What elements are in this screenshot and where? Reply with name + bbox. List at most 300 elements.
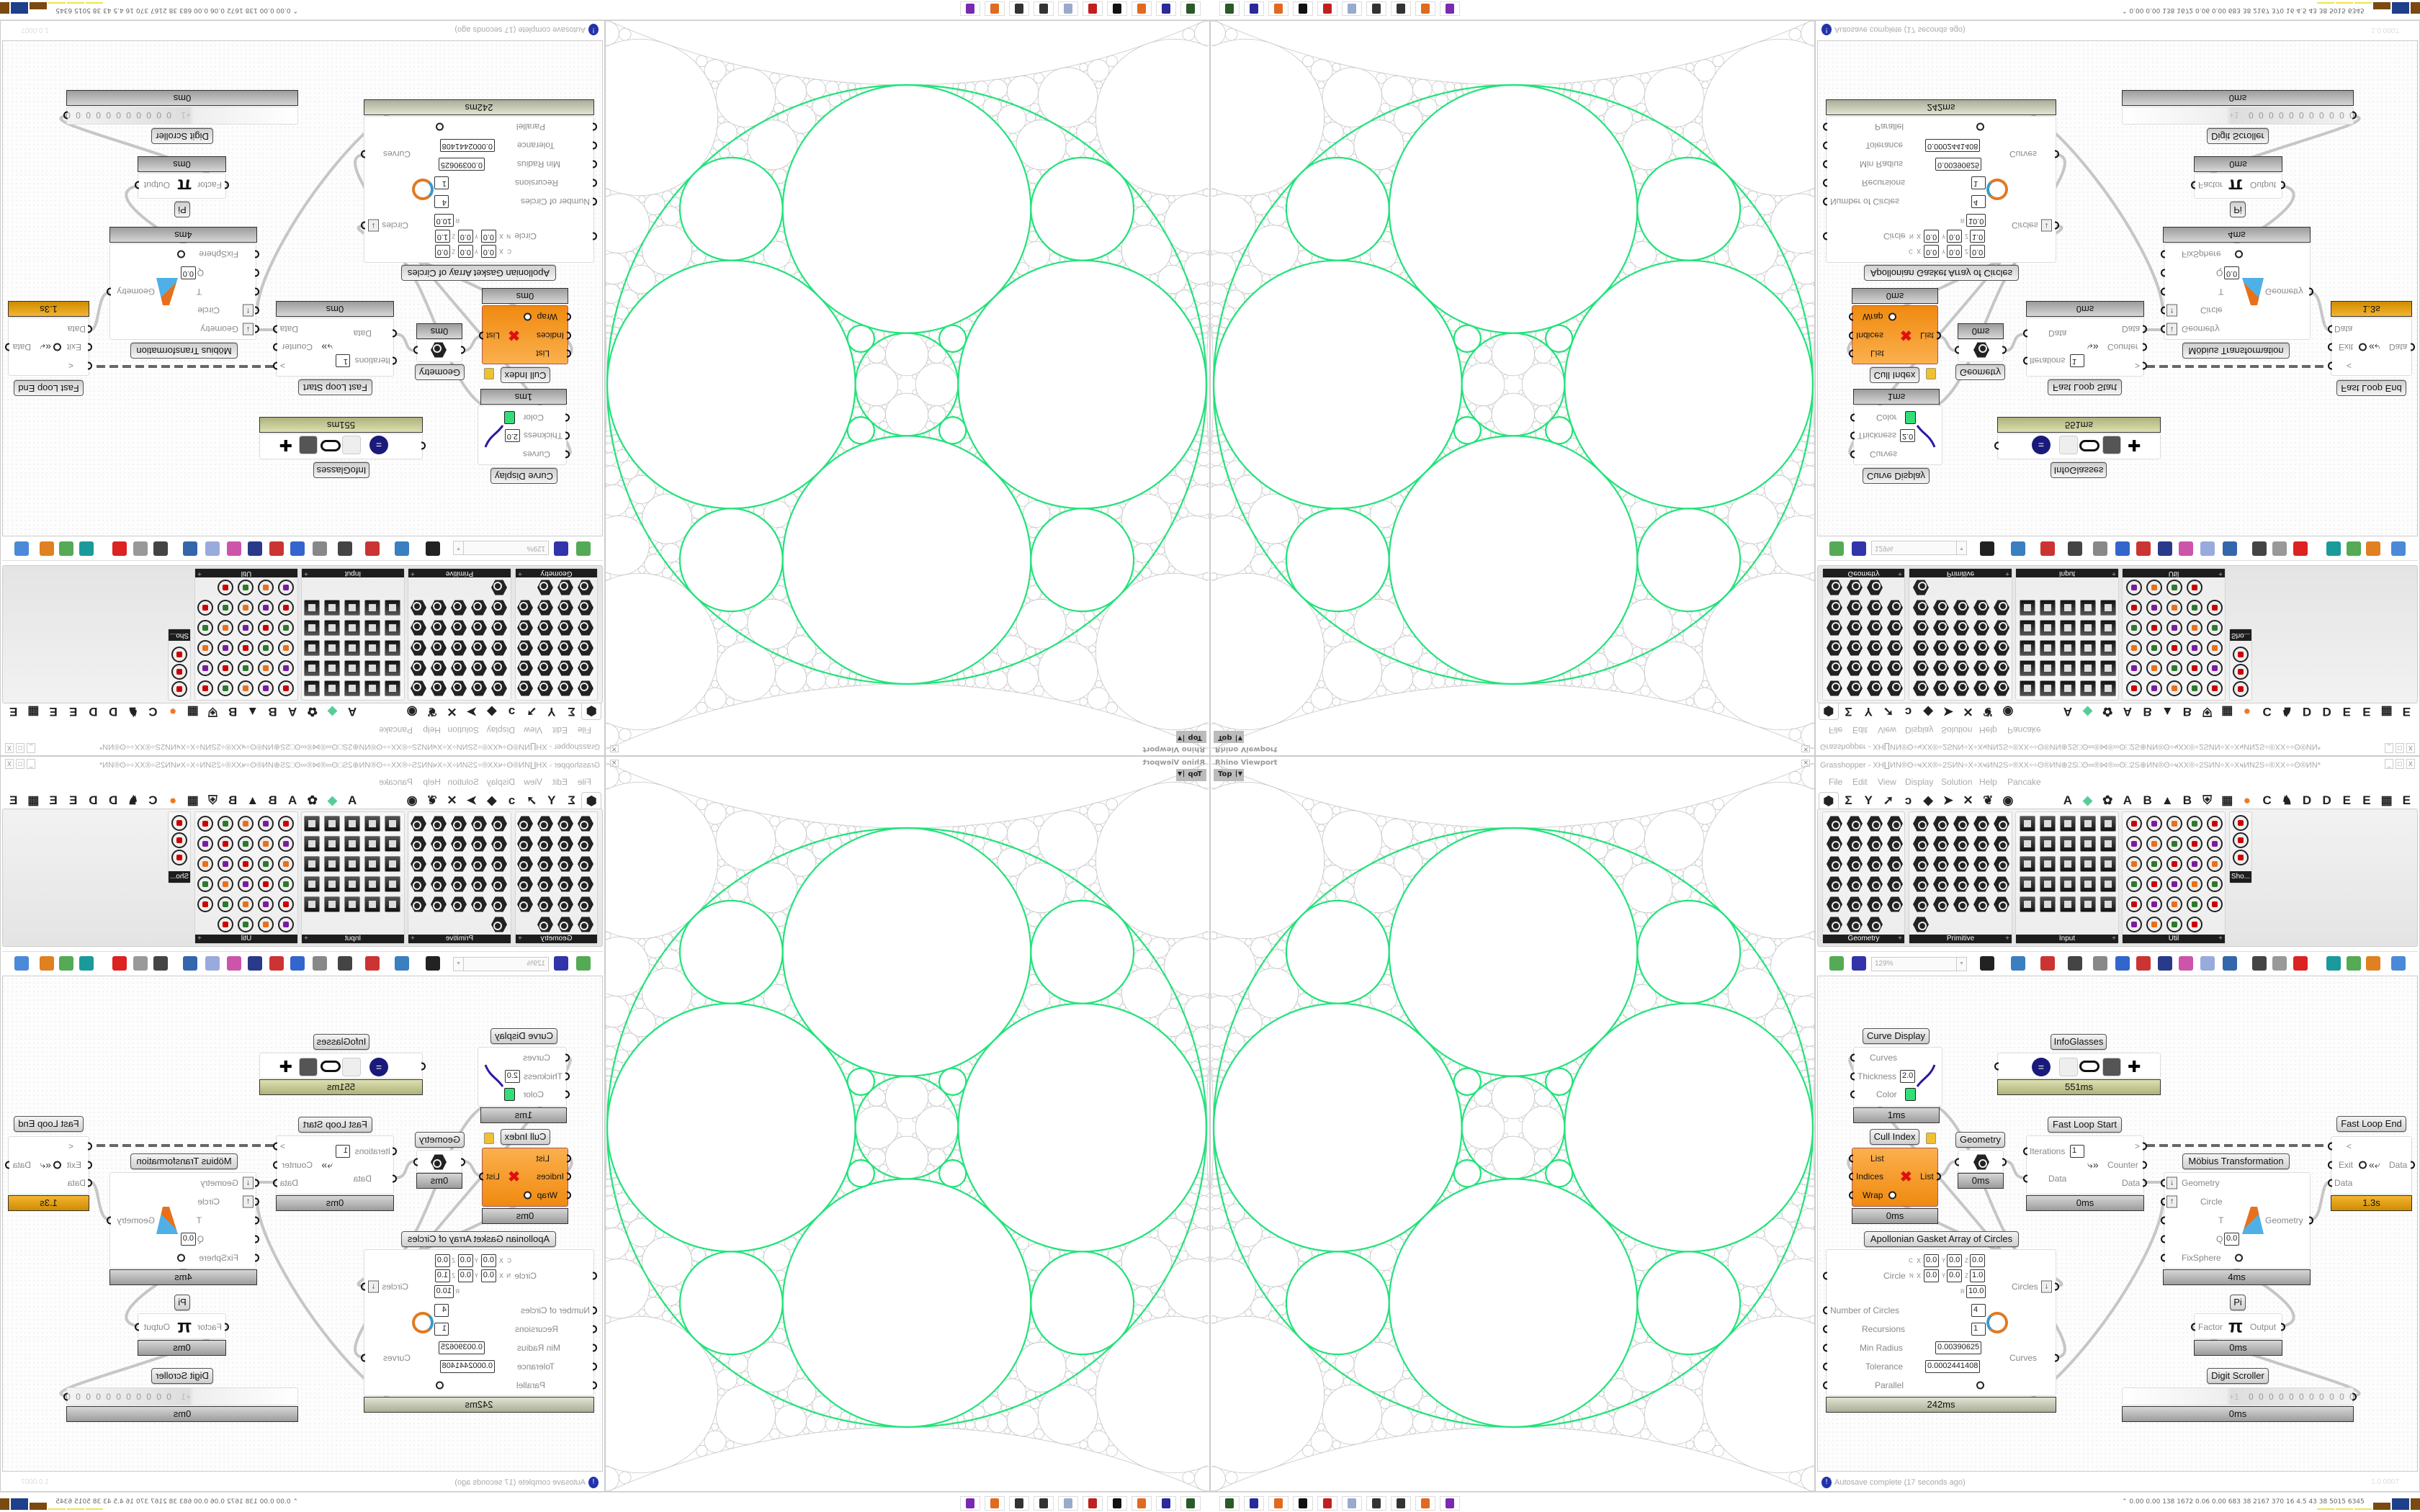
chevron-up-icon[interactable]: ⌃ bbox=[290, 1498, 298, 1506]
tab-plugin-16[interactable]: ▦ bbox=[2380, 793, 2393, 807]
panel-label[interactable]: Sho... bbox=[2230, 871, 2251, 883]
rhino-launcher-icon[interactable] bbox=[1219, 1, 1240, 16]
glasses-icon[interactable] bbox=[321, 440, 341, 451]
minimize-button[interactable]: _ bbox=[27, 759, 35, 769]
tab-5[interactable]: ◆ bbox=[1923, 705, 1933, 719]
menu-view[interactable]: View bbox=[1878, 777, 1896, 787]
minimize-button[interactable]: _ bbox=[2385, 759, 2393, 769]
color-swatch[interactable] bbox=[1905, 411, 1916, 424]
input-port[interactable] bbox=[2023, 1148, 2027, 1156]
rhino-launcher-icon[interactable] bbox=[1180, 1, 1201, 16]
input-port[interactable] bbox=[1955, 1158, 1959, 1166]
cull-index-component[interactable] bbox=[482, 1148, 568, 1207]
tab-plugin-15[interactable]: E bbox=[49, 793, 58, 807]
input-port[interactable] bbox=[1850, 414, 1855, 422]
cabinet-icon[interactable] bbox=[2102, 1058, 2121, 1076]
radius-value[interactable]: 10.0 bbox=[1966, 1285, 1986, 1298]
menu-pancake[interactable]: Pancake bbox=[2007, 777, 2041, 787]
input-port[interactable] bbox=[1850, 432, 1855, 440]
exit-toggle[interactable] bbox=[53, 1161, 61, 1169]
menu-view[interactable]: View bbox=[1878, 725, 1896, 735]
iterations-value[interactable]: 1 bbox=[2070, 1145, 2084, 1158]
mobius-label[interactable]: Möbius Transformation bbox=[130, 1153, 238, 1169]
center-z[interactable]: 0.0 bbox=[1970, 245, 1985, 258]
expand-icon[interactable]: + bbox=[197, 570, 202, 577]
input-port[interactable] bbox=[1849, 1155, 1853, 1163]
q-value[interactable]: 0.0 bbox=[2224, 266, 2239, 279]
radius-value[interactable]: 10.0 bbox=[434, 214, 454, 227]
output-port[interactable] bbox=[5, 343, 9, 351]
normal-z[interactable]: 1.0 bbox=[1970, 230, 1985, 243]
iterations-value[interactable]: 1 bbox=[2070, 354, 2084, 367]
geometry-param-label[interactable]: Geometry bbox=[415, 1132, 465, 1148]
mobius-component[interactable] bbox=[2164, 243, 2311, 340]
infoglasses-component[interactable] bbox=[259, 1053, 423, 1079]
center-y[interactable]: 0.0 bbox=[1947, 245, 1962, 258]
tab-plugin-9[interactable]: ● bbox=[2243, 705, 2251, 719]
geometry-param-component[interactable] bbox=[416, 339, 462, 362]
cull-index-label[interactable]: Cull Index bbox=[1870, 367, 1919, 383]
firefox-icon[interactable] bbox=[985, 1, 1005, 16]
digit-scroller-label[interactable]: Digit Scroller bbox=[151, 1368, 213, 1384]
fixsphere-toggle[interactable] bbox=[177, 1254, 185, 1262]
arrow-down-icon[interactable]: ↓ bbox=[368, 1281, 379, 1293]
input-port[interactable] bbox=[1850, 1073, 1855, 1081]
tab-8[interactable]: ❦ bbox=[426, 705, 437, 719]
expand-icon[interactable]: + bbox=[1898, 570, 1902, 577]
tab-plugin-9[interactable]: ● bbox=[169, 793, 177, 807]
number-of-circles-value[interactable]: 4 bbox=[434, 195, 449, 208]
view-selector[interactable] bbox=[1176, 769, 1206, 781]
fast-loop-start-component[interactable] bbox=[276, 318, 394, 377]
output-port[interactable] bbox=[273, 362, 277, 370]
menu-file[interactable]: File bbox=[1829, 725, 1843, 735]
fast-loop-start-label[interactable]: Fast Loop Start bbox=[2048, 379, 2122, 395]
input-port[interactable] bbox=[1823, 1363, 1827, 1371]
output-port[interactable] bbox=[135, 181, 139, 189]
curve-display-label[interactable]: Curve Display bbox=[490, 1028, 557, 1044]
menu-display[interactable]: Display bbox=[1905, 777, 1934, 787]
tab-plugin-10[interactable]: C bbox=[2262, 793, 2272, 807]
tab-6[interactable]: ➤ bbox=[1942, 793, 1953, 807]
glasses-icon[interactable] bbox=[321, 1061, 341, 1072]
tab-plugin-0[interactable]: A bbox=[2063, 793, 2073, 807]
input-port[interactable] bbox=[1849, 1192, 1853, 1200]
tab-plugin-1[interactable]: ◆ bbox=[327, 793, 337, 807]
cull-index-component[interactable] bbox=[1852, 305, 1938, 364]
pi-component[interactable] bbox=[2194, 173, 2282, 199]
notepad-icon[interactable] bbox=[1058, 1, 1078, 16]
geometry-param-label[interactable]: Geometry bbox=[1955, 364, 2005, 380]
arrow-up-icon[interactable]: ↑ bbox=[2166, 305, 2177, 317]
tab-plugin-2[interactable]: ✿ bbox=[307, 793, 318, 807]
color-swatch[interactable] bbox=[504, 1088, 515, 1101]
tab-4[interactable]: ↄ bbox=[508, 705, 516, 719]
tab-plugin-5[interactable]: ▲ bbox=[2161, 705, 2174, 719]
input-port[interactable] bbox=[2161, 1236, 2165, 1243]
grid-icon[interactable] bbox=[342, 436, 361, 454]
geometry-param-component[interactable] bbox=[1958, 339, 2004, 362]
wrap-toggle[interactable] bbox=[1888, 313, 1896, 321]
output-port[interactable] bbox=[273, 343, 277, 351]
menu-file[interactable]: File bbox=[577, 777, 591, 787]
min-radius-value[interactable]: 0.00390625 bbox=[439, 1341, 485, 1354]
tab-plugin-13[interactable]: D bbox=[2322, 705, 2331, 719]
input-port[interactable] bbox=[2328, 325, 2332, 333]
tab-plugin-7[interactable]: ⛨ bbox=[208, 705, 218, 719]
tab-9[interactable]: ◉ bbox=[406, 705, 418, 719]
tab-plugin-4[interactable]: B bbox=[268, 705, 277, 719]
thickness-value[interactable]: 2.0 bbox=[505, 1070, 520, 1083]
digit-scroller-component[interactable] bbox=[66, 1387, 298, 1405]
fast-loop-end-component[interactable] bbox=[2331, 1136, 2412, 1194]
q-value[interactable]: 0.0 bbox=[181, 266, 196, 279]
input-port[interactable] bbox=[1849, 313, 1853, 321]
center-y[interactable]: 0.0 bbox=[458, 1254, 473, 1267]
chevron-up-icon[interactable]: ⌃ bbox=[2122, 1498, 2130, 1506]
input-port[interactable] bbox=[2161, 1254, 2165, 1262]
save-64-icon[interactable] bbox=[1156, 1, 1176, 16]
equals-icon[interactable]: = bbox=[2032, 1058, 2051, 1076]
menu-edit[interactable]: Edit bbox=[552, 725, 568, 735]
notepad-icon[interactable] bbox=[1342, 1, 1362, 16]
fixsphere-toggle[interactable] bbox=[2235, 251, 2243, 258]
fast-loop-start-label[interactable]: Fast Loop Start bbox=[298, 379, 372, 395]
output-port[interactable] bbox=[273, 1179, 277, 1187]
input-port[interactable] bbox=[1823, 1326, 1827, 1333]
tab-plugin-4[interactable]: B bbox=[268, 793, 277, 807]
pi-label[interactable]: Pi bbox=[174, 1295, 190, 1310]
view-selector[interactable] bbox=[1176, 731, 1206, 743]
geometry-param-component[interactable] bbox=[1958, 1150, 2004, 1173]
tab-0[interactable]: ⬢ bbox=[1819, 792, 1839, 809]
grid-icon[interactable] bbox=[2059, 1058, 2078, 1076]
menu-help[interactable]: Help bbox=[1979, 777, 1997, 787]
infoglasses-label[interactable]: InfoGlasses bbox=[2051, 1034, 2107, 1050]
menu-pancake[interactable]: Pancake bbox=[379, 725, 413, 735]
parallel-toggle[interactable] bbox=[436, 123, 444, 131]
maximize-button[interactable]: □ bbox=[16, 743, 24, 753]
curve-display-component[interactable] bbox=[1853, 405, 1942, 465]
tab-plugin-12[interactable]: D bbox=[108, 793, 118, 807]
tab-4[interactable]: ↄ bbox=[1904, 705, 1912, 719]
expand-icon[interactable]: + bbox=[304, 570, 308, 577]
wrap-toggle[interactable] bbox=[1888, 1192, 1896, 1200]
infoglasses-component[interactable] bbox=[1997, 433, 2161, 459]
fast-loop-start-component[interactable] bbox=[276, 1135, 394, 1194]
tab-plugin-1[interactable]: ◆ bbox=[2083, 793, 2093, 807]
center-x[interactable]: 0.0 bbox=[481, 1254, 496, 1267]
input-port[interactable] bbox=[1955, 346, 1959, 354]
tab-plugin-2[interactable]: ✿ bbox=[2102, 793, 2113, 807]
tolerance-value[interactable]: 0.0002441408 bbox=[440, 139, 495, 152]
tab-plugin-15[interactable]: E bbox=[2362, 705, 2371, 719]
tab-plugin-10[interactable]: C bbox=[148, 793, 158, 807]
tab-plugin-7[interactable]: ⛨ bbox=[2202, 793, 2212, 807]
tab-1[interactable]: Σ bbox=[1845, 705, 1852, 719]
fixsphere-toggle[interactable] bbox=[177, 251, 185, 258]
view-selector[interactable] bbox=[1214, 731, 1244, 743]
puzzle-icon[interactable]: ✚ bbox=[2128, 1058, 2141, 1076]
tab-4[interactable]: ↄ bbox=[508, 793, 516, 807]
normal-x[interactable]: 0.0 bbox=[481, 1269, 496, 1282]
rhino-viewport[interactable] bbox=[1210, 20, 1815, 756]
minimize-button[interactable]: _ bbox=[27, 743, 35, 753]
tab-plugin-16[interactable]: ▦ bbox=[2380, 705, 2393, 719]
fast-loop-end-label[interactable]: Fast Loop End bbox=[14, 1116, 84, 1132]
curve-display-label[interactable]: Curve Display bbox=[1863, 1028, 1930, 1044]
tab-plugin-16[interactable]: ▦ bbox=[27, 705, 40, 719]
glasses-icon[interactable] bbox=[2079, 440, 2099, 451]
exit-toggle[interactable] bbox=[53, 343, 61, 351]
firefox-icon[interactable] bbox=[1415, 1496, 1435, 1511]
tab-plugin-2[interactable]: ✿ bbox=[2102, 705, 2113, 719]
normal-y[interactable]: 0.0 bbox=[1947, 1269, 1962, 1282]
save-64-icon[interactable] bbox=[1244, 1496, 1264, 1511]
tab-plugin-3[interactable]: A bbox=[287, 705, 297, 719]
color-swatch[interactable] bbox=[1905, 1088, 1916, 1101]
menu-edit[interactable]: Edit bbox=[1852, 777, 1868, 787]
recursions-value[interactable]: 1 bbox=[1971, 1323, 1986, 1336]
maze-icon[interactable] bbox=[1366, 1, 1386, 16]
tab-plugin-8[interactable]: ▦ bbox=[2221, 793, 2233, 807]
input-port[interactable] bbox=[1823, 198, 1827, 206]
expand-icon[interactable]: + bbox=[2005, 935, 2009, 942]
tab-6[interactable]: ➤ bbox=[467, 793, 478, 807]
maze-icon[interactable] bbox=[1391, 1496, 1411, 1511]
tab-plugin-8[interactable]: ▦ bbox=[187, 705, 199, 719]
equals-icon[interactable]: = bbox=[369, 1058, 388, 1076]
normal-z[interactable]: 1.0 bbox=[435, 230, 450, 243]
tab-plugin-11[interactable]: ♞ bbox=[127, 705, 139, 719]
input-port[interactable] bbox=[1823, 1272, 1827, 1280]
geometry-param-component[interactable] bbox=[416, 1150, 462, 1173]
tab-plugin-1[interactable]: ◆ bbox=[2083, 705, 2093, 719]
arrow-down-icon[interactable]: ↓ bbox=[2166, 1177, 2177, 1189]
arrow-down-icon[interactable]: ↓ bbox=[2041, 1281, 2052, 1293]
rhino-launcher-icon[interactable] bbox=[1180, 1496, 1201, 1511]
recursions-value[interactable]: 1 bbox=[434, 1323, 449, 1336]
digit-scroller-digits[interactable]: 0 0 0 0 0 0 0 0 0 0 0 bbox=[2249, 110, 2356, 120]
center-z[interactable]: 0.0 bbox=[1970, 1254, 1985, 1267]
maze-icon[interactable] bbox=[1034, 1, 1054, 16]
tab-plugin-14[interactable]: E bbox=[69, 793, 78, 807]
firefox-icon[interactable] bbox=[1131, 1, 1152, 16]
input-port[interactable] bbox=[1823, 123, 1827, 131]
tab-plugin-6[interactable]: B bbox=[2182, 705, 2192, 719]
tab-5[interactable]: ◆ bbox=[487, 793, 497, 807]
tab-7[interactable]: ✕ bbox=[1963, 793, 1973, 807]
expand-icon[interactable]: + bbox=[2112, 570, 2116, 577]
save-64-icon[interactable] bbox=[1244, 1, 1264, 16]
infoglasses-label[interactable]: InfoGlasses bbox=[313, 1034, 369, 1050]
mobius-component[interactable] bbox=[109, 243, 256, 340]
apollonian-component[interactable] bbox=[1826, 1249, 2056, 1396]
close-icon[interactable]: × bbox=[611, 745, 617, 752]
tab-plugin-4[interactable]: B bbox=[2143, 793, 2152, 807]
close-icon[interactable]: × bbox=[611, 760, 617, 767]
rhino-viewport[interactable] bbox=[605, 20, 1210, 756]
puzzle-icon[interactable]: ✚ bbox=[279, 436, 292, 454]
center-z[interactable]: 0.0 bbox=[435, 245, 450, 258]
tab-5[interactable]: ◆ bbox=[487, 705, 497, 719]
tab-plugin-7[interactable]: ⛨ bbox=[2202, 705, 2212, 719]
tab-plugin-4[interactable]: B bbox=[2143, 705, 2152, 719]
tab-plugin-14[interactable]: E bbox=[2342, 793, 2351, 807]
input-port[interactable] bbox=[2161, 307, 2165, 315]
output-port[interactable] bbox=[361, 150, 365, 158]
red-app-icon[interactable] bbox=[1083, 1496, 1103, 1511]
rhino-viewport[interactable] bbox=[1210, 756, 1815, 1492]
input-port[interactable] bbox=[1850, 1091, 1855, 1099]
input-port[interactable] bbox=[1823, 1382, 1827, 1390]
cull-index-label[interactable]: Cull Index bbox=[501, 367, 550, 383]
pi-label[interactable]: Pi bbox=[2230, 202, 2246, 217]
panel-label[interactable]: Sho... bbox=[2230, 629, 2251, 641]
menu-view[interactable]: View bbox=[524, 725, 542, 735]
expand-icon[interactable]: + bbox=[411, 935, 415, 942]
color-swatch[interactable] bbox=[504, 411, 515, 424]
input-port[interactable] bbox=[2161, 288, 2165, 296]
glasses-icon[interactable] bbox=[2079, 1061, 2099, 1072]
tab-plugin-17[interactable]: E bbox=[2402, 705, 2411, 719]
exit-toggle[interactable] bbox=[2359, 1161, 2367, 1169]
close-icon[interactable]: × bbox=[1803, 760, 1809, 767]
menu-solution[interactable]: Solution bbox=[447, 725, 479, 735]
normal-y[interactable]: 0.0 bbox=[1947, 230, 1962, 243]
tab-plugin-15[interactable]: E bbox=[49, 705, 58, 719]
tab-plugin-11[interactable]: ♞ bbox=[2281, 705, 2293, 719]
fast-loop-end-component[interactable] bbox=[2331, 318, 2412, 376]
arrow-up-icon[interactable]: ↑ bbox=[2166, 1196, 2177, 1208]
firefox-icon[interactable] bbox=[1415, 1, 1435, 16]
tab-plugin-2[interactable]: ✿ bbox=[307, 705, 318, 719]
expand-icon[interactable]: + bbox=[411, 570, 415, 577]
tab-0[interactable]: ⬢ bbox=[581, 792, 601, 809]
fast-loop-start-label[interactable]: Fast Loop Start bbox=[2048, 1117, 2122, 1133]
menu-file[interactable]: File bbox=[1829, 777, 1843, 787]
inkscape-icon[interactable] bbox=[1107, 1496, 1127, 1511]
cabinet-icon[interactable] bbox=[2102, 436, 2121, 454]
fast-loop-end-label[interactable]: Fast Loop End bbox=[2336, 380, 2406, 396]
input-port[interactable] bbox=[1823, 1307, 1827, 1315]
tab-plugin-11[interactable]: ♞ bbox=[127, 793, 139, 807]
tab-0[interactable]: ⬢ bbox=[1819, 703, 1839, 721]
output-port[interactable] bbox=[107, 288, 111, 296]
save-64-icon[interactable] bbox=[1156, 1496, 1176, 1511]
output-port[interactable] bbox=[361, 1283, 365, 1291]
pi-component[interactable] bbox=[2194, 1313, 2282, 1339]
output-port[interactable] bbox=[273, 1161, 277, 1169]
maze-icon[interactable] bbox=[1009, 1, 1029, 16]
close-button[interactable]: X bbox=[5, 743, 14, 753]
tab-plugin-8[interactable]: ▦ bbox=[2221, 705, 2233, 719]
tab-2[interactable]: Y bbox=[547, 793, 556, 807]
tab-plugin-5[interactable]: ▲ bbox=[246, 793, 259, 807]
cabinet-icon[interactable] bbox=[299, 436, 318, 454]
normal-z[interactable]: 1.0 bbox=[1970, 1269, 1985, 1282]
tab-plugin-14[interactable]: E bbox=[69, 705, 78, 719]
chevron-up-icon[interactable]: ⌃ bbox=[290, 6, 298, 14]
panel-label[interactable]: Sho... bbox=[169, 629, 190, 641]
maze-icon[interactable] bbox=[1391, 1, 1411, 16]
tab-6[interactable]: ➤ bbox=[467, 705, 478, 719]
radius-value[interactable]: 10.0 bbox=[434, 1285, 454, 1298]
thickness-value[interactable]: 2.0 bbox=[1900, 1070, 1915, 1083]
tab-plugin-0[interactable]: A bbox=[2063, 705, 2073, 719]
tab-plugin-5[interactable]: ▲ bbox=[246, 705, 259, 719]
tab-plugin-8[interactable]: ▦ bbox=[187, 793, 199, 807]
fast-loop-end-component[interactable] bbox=[8, 318, 89, 376]
apollonian-label[interactable]: Apollonian Gasket Array of Circles bbox=[401, 1231, 556, 1247]
firefox-icon[interactable] bbox=[1131, 1496, 1152, 1511]
expand-icon[interactable]: + bbox=[518, 570, 522, 577]
arrow-down-icon[interactable]: ↓ bbox=[243, 1177, 254, 1189]
iterations-value[interactable]: 1 bbox=[336, 1145, 350, 1158]
input-port[interactable] bbox=[2191, 1323, 2195, 1331]
normal-z[interactable]: 1.0 bbox=[435, 1269, 450, 1282]
normal-y[interactable]: 0.0 bbox=[458, 230, 473, 243]
input-port[interactable] bbox=[2328, 362, 2332, 370]
apollonian-label[interactable]: Apollonian Gasket Array of Circles bbox=[1864, 265, 2019, 281]
red-app-icon[interactable] bbox=[1317, 1496, 1337, 1511]
tab-7[interactable]: ✕ bbox=[447, 705, 457, 719]
tab-plugin-7[interactable]: ⛨ bbox=[208, 793, 218, 807]
cull-index-label[interactable]: Cull Index bbox=[1870, 1129, 1919, 1145]
menu-edit[interactable]: Edit bbox=[1852, 725, 1868, 735]
radius-value[interactable]: 10.0 bbox=[1966, 214, 1986, 227]
normal-x[interactable]: 0.0 bbox=[1924, 1269, 1939, 1282]
output-port[interactable] bbox=[361, 222, 365, 230]
cull-index-component[interactable] bbox=[1852, 1148, 1938, 1207]
puzzle-icon[interactable]: ✚ bbox=[279, 1058, 292, 1076]
fast-loop-end-label[interactable]: Fast Loop End bbox=[2336, 1116, 2406, 1132]
number-of-circles-value[interactable]: 4 bbox=[1971, 1304, 1986, 1317]
menu-display[interactable]: Display bbox=[486, 725, 515, 735]
min-radius-value[interactable]: 0.00390625 bbox=[1935, 1341, 1981, 1354]
output-port[interactable] bbox=[361, 1354, 365, 1362]
output-port[interactable] bbox=[273, 325, 277, 333]
menu-solution[interactable]: Solution bbox=[1941, 777, 1973, 787]
input-port[interactable] bbox=[1994, 442, 1999, 450]
output-port[interactable] bbox=[273, 1143, 277, 1151]
output-port[interactable] bbox=[5, 1161, 9, 1169]
tab-plugin-3[interactable]: A bbox=[287, 793, 297, 807]
firefox-icon[interactable] bbox=[985, 1496, 1005, 1511]
expand-icon[interactable]: + bbox=[197, 935, 202, 942]
output-port[interactable] bbox=[135, 1323, 139, 1331]
maze-icon[interactable] bbox=[1009, 1496, 1029, 1511]
center-y[interactable]: 0.0 bbox=[1947, 1254, 1962, 1267]
tab-9[interactable]: ◉ bbox=[2002, 793, 2014, 807]
tab-plugin-0[interactable]: A bbox=[347, 705, 357, 719]
output-port[interactable] bbox=[413, 1158, 418, 1166]
input-port[interactable] bbox=[2161, 1217, 2165, 1225]
input-port[interactable] bbox=[1823, 179, 1827, 187]
digit-scroller-digits[interactable]: 0 0 0 0 0 0 0 0 0 0 0 bbox=[2249, 1392, 2356, 1402]
infoglasses-label[interactable]: InfoGlasses bbox=[2051, 462, 2107, 478]
firefox-icon[interactable] bbox=[1268, 1, 1289, 16]
firefox-icon[interactable] bbox=[1268, 1496, 1289, 1511]
menu-file[interactable]: File bbox=[577, 725, 591, 735]
purple-app-icon[interactable] bbox=[1440, 1496, 1460, 1511]
curve-display-label[interactable]: Curve Display bbox=[490, 468, 557, 484]
center-x[interactable]: 0.0 bbox=[481, 245, 496, 258]
menu-edit[interactable]: Edit bbox=[552, 777, 568, 787]
geometry-param-label[interactable]: Geometry bbox=[1955, 1132, 2005, 1148]
tab-plugin-13[interactable]: D bbox=[2322, 793, 2331, 807]
fast-loop-start-component[interactable] bbox=[2026, 318, 2144, 377]
